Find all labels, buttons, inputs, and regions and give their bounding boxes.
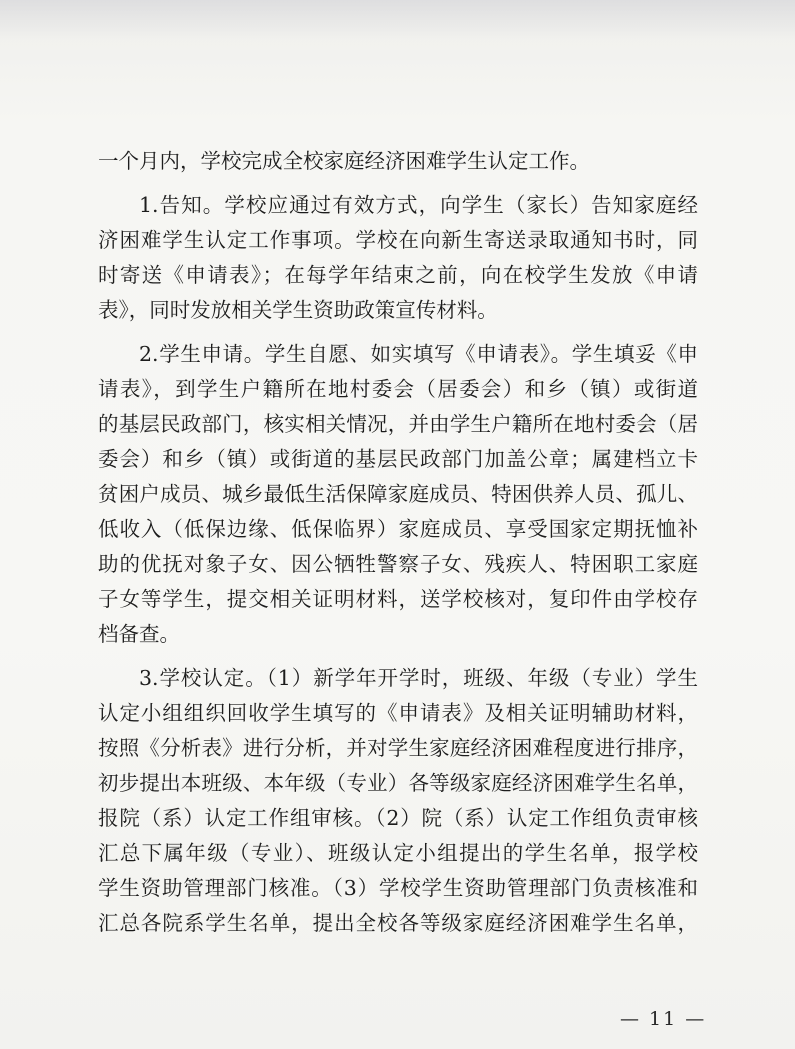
- text-line: 表》，同时发放相关学生资助政策宣传材料。: [98, 298, 498, 322]
- text-line: 时寄送《申请表》；在每学年结束之前，向在校学生发放《申请: [98, 263, 698, 287]
- text-line: 一个月内，学校完成全校家庭经济困难学生认定工作。: [98, 149, 590, 173]
- text-line: 学生资助管理部门核准。（3）学校学生资助管理部门负责核准和: [98, 876, 698, 900]
- text-line: 初步提出本班级、本年级（专业）各等级家庭经济困难学生名单，: [98, 771, 698, 795]
- text-line: 1.告知。学校应通过有效方式，向学生（家长）告知家庭经: [139, 193, 698, 217]
- text-line: 的基层民政部门，核实相关情况，并由学生户籍所在地村委会（居: [98, 412, 698, 436]
- text-line: 报院（系）认定工作组审核。（2）院（系）认定工作组负责审核: [98, 806, 698, 830]
- text-line: 委会）和乡（镇）或街道的基层民政部门加盖公章；属建档立卡: [98, 447, 698, 471]
- body-text: [98, 144, 698, 941]
- text-line: 2.学生申请。学生自愿、如实填写《申请表》。学生填妥《申: [139, 342, 698, 366]
- text-line: 按照《分析表》进行分析，并对学生家庭经济困难程度进行排序，: [98, 736, 698, 760]
- page-number: — 11 —: [620, 1008, 707, 1030]
- text-line: 汇总下属年级（专业）、班级认定小组提出的学生名单，报学校: [98, 841, 698, 865]
- text-line: 请表》，到学生户籍所在地村委会（居委会）和乡（镇）或街道: [98, 377, 698, 401]
- text-line: 3.学校认定。（1）新学年开学时，班级、年级（专业）学生: [139, 666, 698, 690]
- text-line: 档备查。: [98, 622, 180, 646]
- scan-shadow: [0, 0, 795, 40]
- text-line: 认定小组组织回收学生填写的《申请表》及相关证明辅助材料，: [98, 701, 698, 725]
- text-line: 低收入（低保边缘、低保临界）家庭成员、享受国家定期抚恤补: [98, 517, 698, 541]
- text-line: 济困难学生认定工作事项。学校在向新生寄送录取通知书时，同: [98, 228, 698, 252]
- text-line: 贫困户成员、城乡最低生活保障家庭成员、特困供养人员、孤儿、: [98, 482, 698, 506]
- text-line: 子女等学生，提交相关证明材料，送学校核对，复印件由学校存: [98, 587, 698, 611]
- text-line: 汇总各院系学生名单，提出全校各等级家庭经济困难学生名单，: [98, 911, 698, 935]
- text-line: 助的优抚对象子女、因公牺牲警察子女、残疾人、特困职工家庭: [98, 552, 698, 576]
